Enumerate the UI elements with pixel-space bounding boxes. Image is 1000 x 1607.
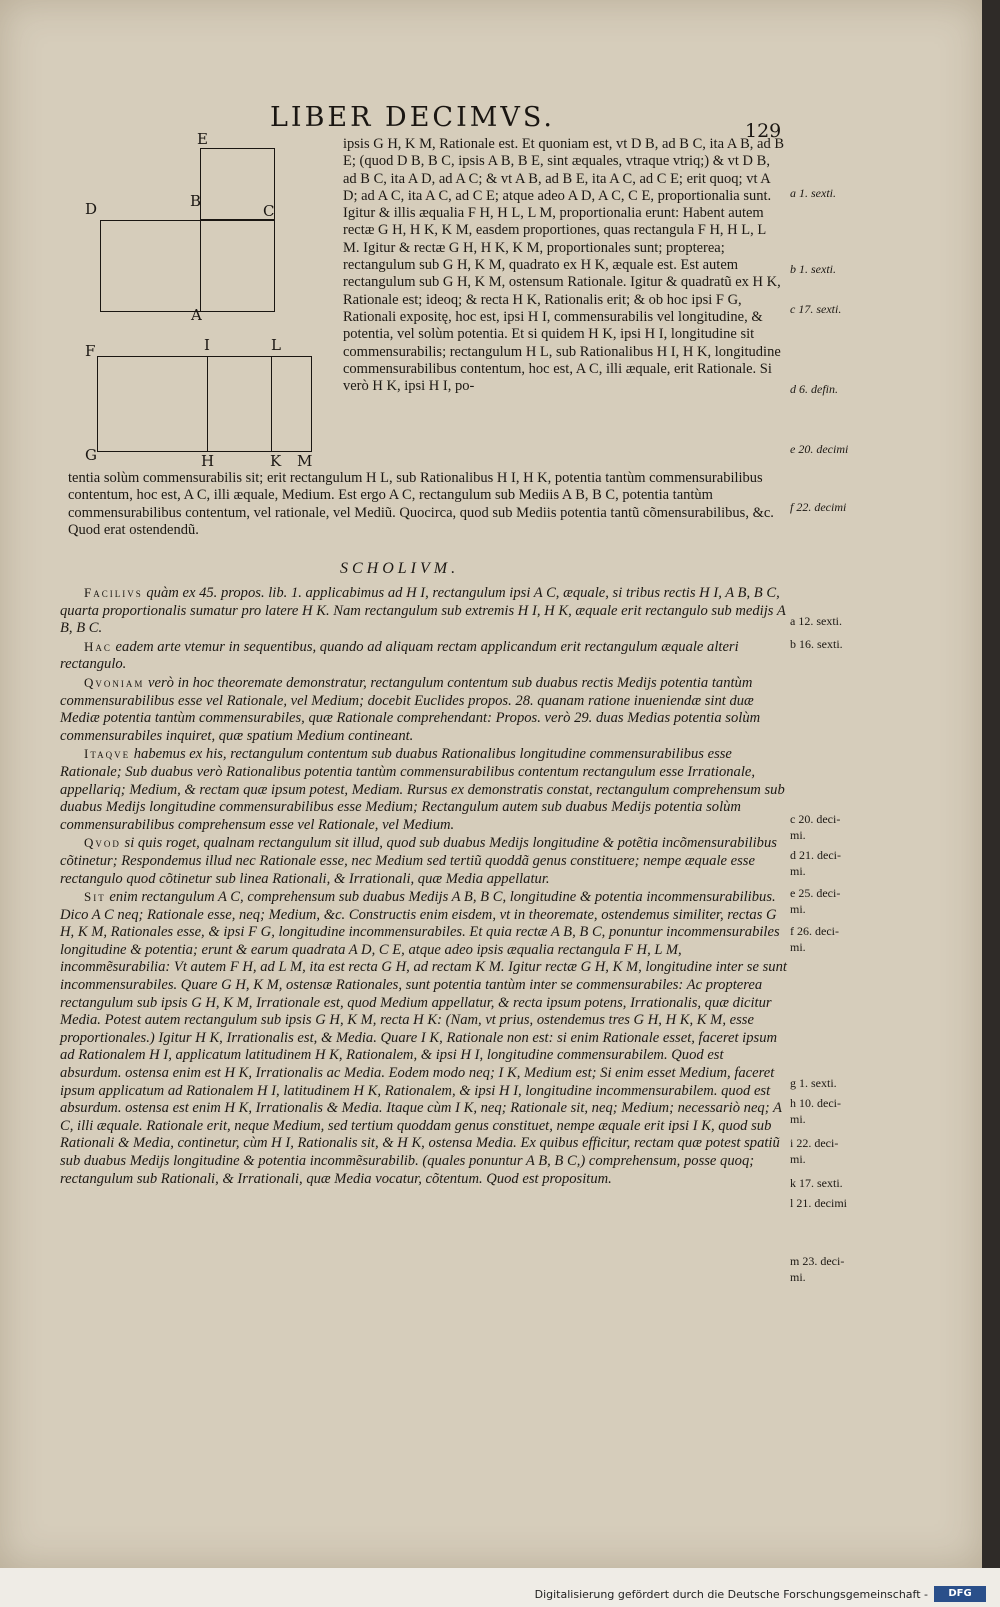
proof-text-continuation — [68, 470, 785, 539]
scholium-body — [60, 584, 788, 1188]
margin-note: a 1. sexti. — [790, 186, 836, 200]
page-number: 129 — [745, 120, 782, 142]
margin-note: g 1. sexti. — [790, 1076, 837, 1090]
margin-note: f 22. decimi — [790, 500, 847, 514]
figure-top-lower-square — [100, 220, 275, 312]
paragraph-text: verò in hoc theoremate demonstratur, rectangulum contentum sub duabus rectis Medijs potentia tantùm commensurabilibus esse vel Rationale, vel Medium; docebit Euclides propos. 28. quanam ratione inueniendæ sint duæ Mediæ potentia tantùm commensurabiles, quæ Rationale comprehendant: Propos. verò 29. duas Medias potentia solùm commensurabiles inquiret, quæ spatium Medium contineant. — [60, 674, 761, 744]
scholium-heading: SCHOLIVM. — [340, 560, 460, 577]
figure-bottom-outer-rect — [97, 356, 312, 452]
paragraph-text: si quis roget, qualnam rectangulum sit illud, quod sub duabus Medijs longitudine & potẽtia incõmensurabilibus cõtinetur; Respondemus illud nec Rationale esse, nec Medium sed tertiũ quoddã genus constituere; nempe æquale esse rectangulo quod cõtinetur sub linea Rationali, & Irrationali, quæ Media appellatur. — [60, 835, 777, 887]
margin-note: mi. — [790, 864, 806, 878]
figure-label-b: B — [190, 192, 202, 210]
proof-text-upper — [343, 136, 785, 395]
margin-note: c 17. sexti. — [790, 302, 842, 316]
paragraph-lead: Qvod — [84, 835, 121, 851]
figure-bottom-divider-l — [271, 356, 272, 452]
margin-note: f 26. deci- — [790, 924, 839, 938]
margin-note: a 12. sexti. — [790, 614, 842, 628]
margin-note: c 20. deci- — [790, 812, 841, 826]
paragraph-text: eadem arte vtemur in sequentibus, quando ad aliquam rectam applicandum erit rectangulum æquale alteri rectangulo. — [60, 638, 739, 673]
scholium-paragraph — [60, 745, 788, 834]
scholium-paragraph — [60, 834, 788, 888]
paragraph-text: enim rectangulum A C, comprehensum sub duabus Medijs A B, B C, longitudine & potentia incommensurabilibus. Dico A C neq; Rationale esse, neq; Medium, &c. Constructis enim eisdem, vt in theoremate, ostendemus similiter, rectas G H, K M, Rationales esse, & ipsi F G, longitudine incommensurabiles. Et quia rectæ A B, B C, ponuntur incommensurabiles longitudine & potentia; erunt & earum quadrata A D, C E, atque adeo ipsis æqualia rectangula F H, L M, incommẽsurabilia: Vt autem F H, ad L M, ita est recta G H, ad rectam K M. Igitur rectæ G H, K M, longitudine inter se sunt incommensurabiles. Quare G H, K M, ostensæ Rationales, sunt potentia tantùm inter se commensurabiles: Ac propterea rectangulum sub ipsis G H, K M, Irrationale est, quod Medium appellatur, & recta ipsum potens, Irrationalis, quæ dicitur Media. Potest autem rectangulum sub ipsis G H, K M, recta H K: (Nam, vt prius, ostendemus tres G H, H K, K M, esse proportionales.) Igitur H K, Irrationalis est, & Media. Quare I K, Rationale non est: si enim Rationale esset, faceret ipsum ad Rationalem H I, applicatum latitudinem H K, Rationalem, & ipsi H I, longitudine commensurabilem. Quod est absurdum. ostensa enim est H K, Irrationalis ac Media. Eodem modo neq; I K, Medium est; Si enim esset Medium, faceret ipsum applicatum ad Rationalem H I, latitudinem H K, Rationalem, & ipsi H I, longitudine incommensurabilem. quod est absurdum. ostensa est enim H K, Irrationalis & Media. Itaque cùm I K, neq; Rationale sit, neq; Medium; necessariò neq; A C, illi æquale. Rationale erit, neque Medium, sed tertium quoddam genus constituet, nempe æquale erit ipsi I K, quod sub Rationali & Media, continetur, cùm H I, Rationalis sit, & H K, ostensa Media. Ex quibus efficitur, rectam quæ potest spatiũ sub duabus Medijs longitudine & potentia incommẽsurabilib. (quales ponuntur A B, B C,) comprehensum, posse quoq; rectangulum sub Rationali, & Irrationali, quæ Media vocatur, cõtentum. Quod est propositum. — [60, 889, 787, 1187]
margin-note: k 17. sexti. — [790, 1176, 843, 1190]
figure-top-divider — [200, 220, 201, 312]
margin-note: m 23. deci- — [790, 1254, 845, 1268]
proof-paragraph: ipsis G H, K M, Rationale est. Et quoniam est, vt D B, ad B C, ita A B, ad B E; (quod D B, B C, ipsis A B, B E, sint æquales, vtraque vtriq;) & vt D B, ad B C, ita A D, ad A C; & vt A B, ad B E, ita A C, ad C E; erit quoq; vt A D; ad A C, ita A C, ad C E; atque adeo A D, A C, C E, proportionalia sunt. Igitur & illis æqualia F H, H L, L M, proportionalia erunt: Habent autem rectæ G H, H K, K M, easdem proportiones, quas rectangula F H, H L, L M. Igitur & rectæ G H, H K, K M, proportionales sunt; propterea; rectangulum sub G H, K M, quadrato ex H K, æquale est. Est autem rectangulum sub G H, K M, ostensum Rationale. Igitur & quadratũ ex H K, Rationale est; ideoq; & recta H K, Rationalis erit; & ob hoc ipsi F G, Rationali expositę, hoc est, ipsi H I, commensurabilis vel longitudine, & potentia, vel solùm potentia. Et si quidem H K, ipsi H I, longitudine sit commensurabilis; rectangulum H L, sub Rationalibus H I, H K, longitudine commensurabilibus contentum, hoc est, A C, illi æquale, erit Rationale. Si verò H K, ipsi H I, po- — [343, 136, 785, 395]
paragraph-lead: Facilivs — [84, 585, 143, 600]
margin-note: mi. — [790, 1152, 806, 1166]
dfg-logo-icon: DFG — [934, 1586, 986, 1602]
margin-note: e 25. deci- — [790, 886, 841, 900]
margin-note: i 22. deci- — [790, 1136, 839, 1150]
figure-label-e: E — [197, 130, 208, 148]
figure-label-k: K — [270, 452, 282, 470]
figure-label-l: L — [271, 336, 281, 354]
margin-note: mi. — [790, 940, 806, 954]
scholium-paragraph — [60, 638, 788, 674]
margin-note: mi. — [790, 828, 806, 842]
paragraph-lead: Hac — [84, 638, 112, 654]
figure-bottom-rectangles — [85, 336, 325, 471]
figure-top-square — [85, 130, 325, 324]
scholium-paragraph — [60, 674, 788, 745]
margin-note: b 16. sexti. — [790, 637, 843, 651]
figure-label-i: I — [204, 336, 210, 354]
paragraph-text: quàm ex 45. propos. lib. 1. applicabimus ad H I, rectangulum ipsi A C, æquale, si tribus rectis H I, A B, B C, quarta proportionalis sumatur pro latere H K. Nam rectangulum sub extremis H I, H K, æquale erit rectangulo sub medijs A B, B C. — [60, 585, 786, 637]
figure-label-a: A — [191, 306, 202, 324]
figure-label-h: H — [201, 452, 215, 470]
margin-note: d 6. defin. — [790, 382, 838, 396]
paragraph-text: habemus ex his, rectangulum contentum sub duabus Rationalibus longitudine commensurabilibus esse Rationale; Sub duabus verò Rationalibus potentia tantùm commensurabilibus contentum rectangulum esse Irrationale, appellariq; Medium, & rectam quæ ipsum potest, Mediam. Rursus ex demonstratis constat, rectangulum comprehensum sub duabus Medijs longitudine commensurabilibus esse Medium; Rectangulum autem sub duabus Medijs potentia solùm commensurabilibus comprehensum esse vel Rationale, vel Medium. — [60, 746, 785, 833]
margin-note: mi. — [790, 1112, 806, 1126]
running-head: LIBER DECIMVS. — [270, 102, 555, 133]
figure-label-g: G — [85, 446, 97, 464]
figure-label-f: F — [85, 342, 96, 360]
scholium-paragraph — [60, 584, 788, 638]
funding-note: Digitalisierung gefördert durch die Deutsche Forschungsgemeinschaft - — [534, 1588, 928, 1601]
figure-label-d: D — [85, 200, 98, 218]
margin-note: d 21. deci- — [790, 848, 841, 862]
margin-note: mi. — [790, 902, 806, 916]
paragraph-lead: Qvoniam — [84, 674, 145, 690]
margin-note: e 20. decimi — [790, 442, 849, 456]
figure-label-c: C — [263, 202, 275, 220]
figure-bottom-divider-i — [207, 356, 208, 452]
scholium-paragraph — [60, 888, 788, 1188]
paragraph-lead: Sit — [84, 889, 106, 905]
margin-note: mi. — [790, 1270, 806, 1284]
proof-paragraph-continuation: tentia solùm commensurabilis sit; erit rectangulum H L, sub Rationalibus H I, H K, potentia tantùm commensurabilibus contentum, hoc est, A C, illi æquale, Medium. Est ergo A C, rectangulum sub Mediis A B, B C, potentia tantùm commensurabilibus contentum, vel rationale, vel Mediũ. Quocirca, quod sub Mediis potentia tantũ cõmensurabilibus, &c. Quod erat ostendendũ. — [68, 470, 774, 538]
margin-note: l 21. decimi — [790, 1196, 847, 1210]
margin-note: h 10. deci- — [790, 1096, 841, 1110]
paragraph-lead: Itaqve — [84, 746, 131, 762]
margin-note: b 1. sexti. — [790, 262, 836, 276]
figure-label-m: M — [297, 452, 313, 470]
